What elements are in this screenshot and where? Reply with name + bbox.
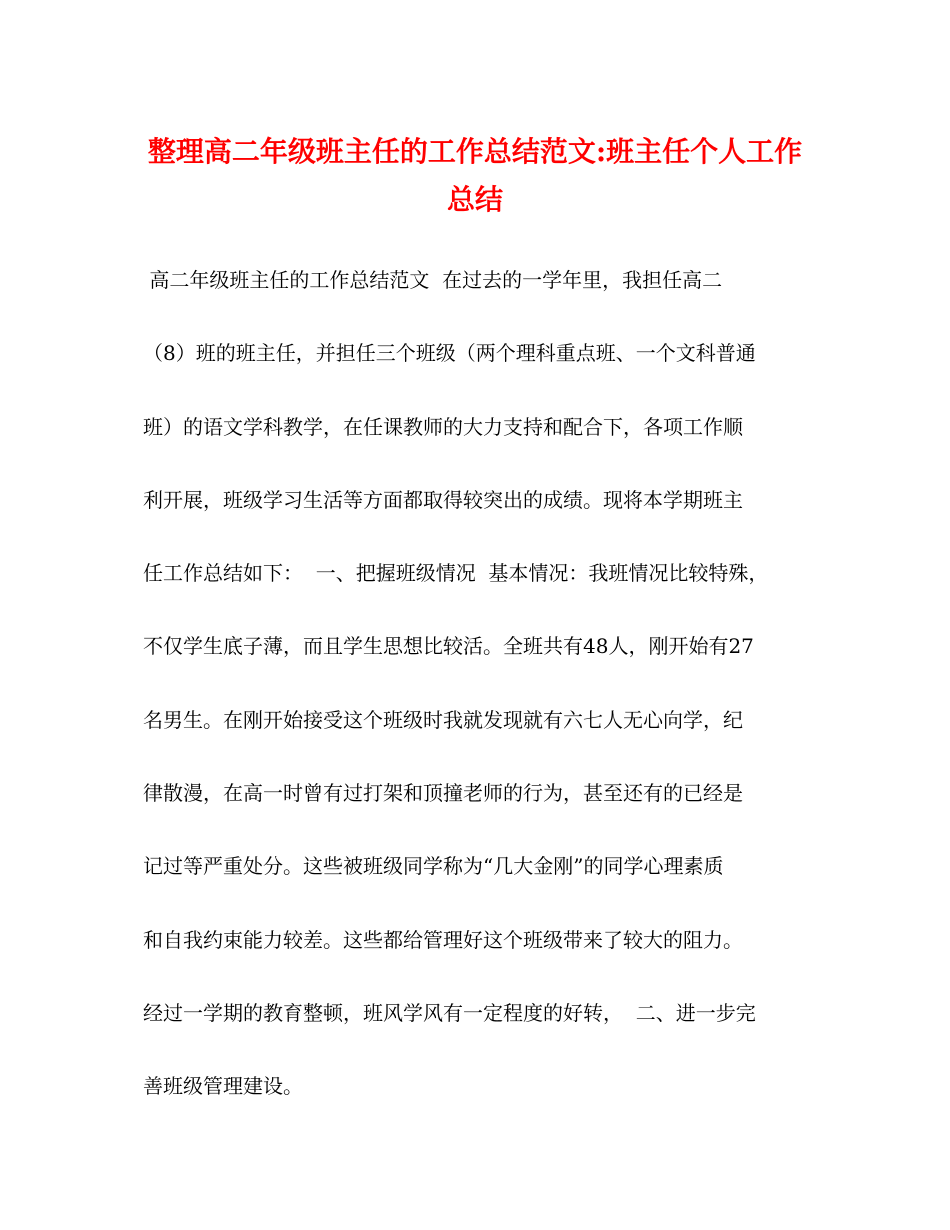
- body-line-11: 经过一学期的教育整顿，班风学风有一定程度的好转， 二、进一步完: [143, 1000, 756, 1025]
- title-line-1: 整理高二年级班主任的工作总结范文:班主任个人工作: [147, 135, 803, 168]
- title-line-2: 总结: [446, 183, 503, 216]
- document-title: [140, 128, 810, 224]
- body-line-2: （8）班的班主任，并担任三个班级（两个理科重点班、一个文科普通: [143, 341, 756, 366]
- body-line-12: 善班级管理建设。: [143, 1074, 303, 1099]
- body-line-6: 不仅学生底子薄，而且学生思想比较活。全班共有48人，刚开始有27: [143, 634, 754, 659]
- body-line-4: 利开展，班级学习生活等方面都取得较突出的成绩。现将本学期班主: [143, 487, 743, 512]
- body-line-5: 任工作总结如下： 一、把握班级情况 基本情况：我班情况比较特殊，: [143, 561, 769, 586]
- body-line-1: 高二年级班主任的工作总结范文 在过去的一学年里，我担任高二: [143, 268, 723, 292]
- body-line-9: 记过等严重处分。这些被班级同学称为“几大金刚”的同学心理素质: [143, 854, 724, 879]
- body-line-7: 名男生。在刚开始接受这个班级时我就发现就有六七人无心向学，纪: [143, 707, 743, 732]
- body-line-8: 律散漫，在高一时曾有过打架和顶撞老师的行为，甚至还有的已经是: [143, 781, 743, 806]
- document-body: [143, 260, 811, 1140]
- body-line-3: 班）的语文学科教学，在任课教师的大力支持和配合下，各项工作顺: [143, 414, 743, 439]
- body-line-10: 和自我约束能力较差。这些都给管理好这个班级带来了较大的阻力。: [143, 927, 743, 952]
